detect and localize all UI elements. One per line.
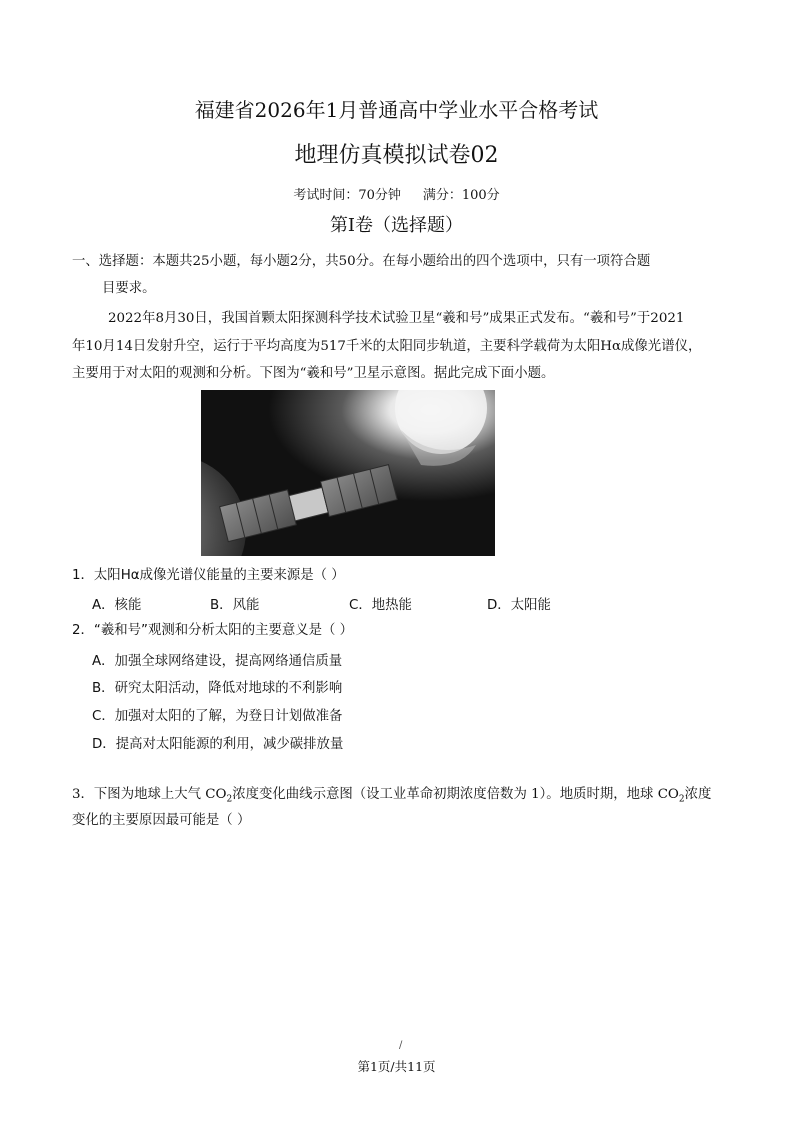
question-3-stem-line-2: 变化的主要原因最可能是（ ） — [72, 813, 251, 828]
question-2-option-d[interactable]: D．提高对太阳能源的利用，减少碳排放量 — [92, 737, 344, 752]
instruction-line-1: 一、选择题：本题共25小题，每小题2分，共50分。在每小题给出的四个选项中，只有一项符合题 — [72, 254, 651, 269]
satellite-image — [201, 390, 495, 556]
exam-subtitle: 地理仿真模拟试卷02 — [294, 143, 499, 168]
exam-score: 满分：100分 — [422, 188, 500, 203]
exam-title: 福建省2026年1月普通高中学业水平合格考试 — [194, 98, 599, 122]
question-3-stem-line-1 — [72, 785, 711, 810]
exam-time: 考试时间：70分钟 — [293, 188, 401, 203]
passage-line-1: 2022年8月30日，我国首颗太阳探测科学技术试验卫星“羲和号”成果正式发布。“羲和号”于2021 — [108, 311, 685, 326]
question-2-option-a[interactable]: A．加强全球网络建设，提高网络通信质量 — [92, 654, 343, 669]
question-1-stem: 1．太阳Hα成像光谱仪能量的主要来源是（ ） — [72, 568, 345, 583]
question-1-option-a[interactable]: A．核能 — [92, 598, 142, 613]
satellite-illustration — [201, 390, 495, 556]
co2-subscript-2: 2 — [678, 794, 685, 805]
question-2-stem: 2．“羲和号”观测和分析太阳的主要意义是（ ） — [72, 623, 354, 638]
question-3-text-part-3: 浓度 — [684, 787, 712, 802]
passage-line-2: 年10月14日发射升空，运行于平均高度为517千米的太阳同步轨道，主要科学载荷为太阳Hα成像光谱仪， — [72, 339, 702, 354]
page-number: 第1页/共11页 — [357, 1059, 436, 1074]
co2-subscript-1: 2 — [226, 794, 233, 805]
part-heading: 第Ⅰ卷（选择题） — [329, 215, 464, 236]
instruction-line-2: 目要求。 — [102, 281, 156, 296]
question-2-option-b[interactable]: B．研究太阳活动，降低对地球的不利影响 — [92, 681, 343, 696]
question-2-option-c[interactable]: C．加强对太阳的了解，为登日计划做准备 — [92, 709, 343, 724]
passage-line-3: 主要用于对太阳的观测和分析。下图为“羲和号”卫星示意图。据此完成下面小题。 — [72, 366, 555, 381]
question-3-text-part-1: 3．下图为地球上大气 CO — [72, 787, 227, 802]
question-1-option-b[interactable]: B．风能 — [210, 598, 260, 613]
exam-meta — [0, 184, 793, 203]
question-1-option-d[interactable]: D．太阳能 — [487, 598, 551, 613]
question-3-text-part-2: 浓度变化曲线示意图（设工业革命初期浓度倍数为 1）。地质时期，地球 CO — [232, 787, 679, 802]
footer-slash: / — [399, 1040, 403, 1051]
question-1-option-c[interactable]: C．地热能 — [349, 598, 412, 613]
